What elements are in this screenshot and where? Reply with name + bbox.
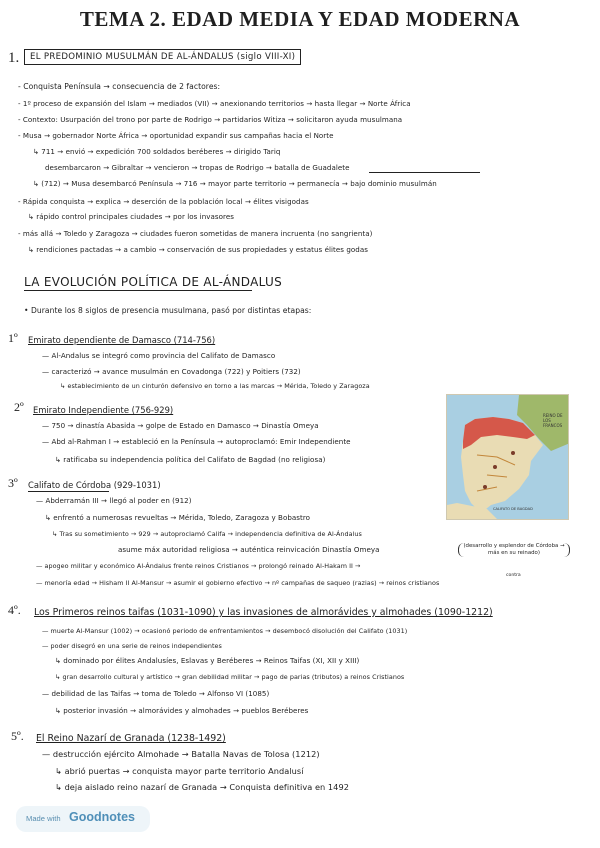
stage-number: 4º. (8, 603, 21, 617)
text-line: ↳ gran desarrollo cultural y artístico → gran debilidad militar → pago de parias (tributos) a reinos Cristianos (55, 673, 405, 681)
text-line: - Rápida conquista → explica → deserción de la población local → élites visigodas (18, 197, 309, 206)
text-line: - Contexto: Usurpación del trono por parte de Rodrigo → partidarios Witiza → solicitaron ayuda musulmana (18, 115, 403, 124)
text-line: — Abderramán III → llegó al poder en (912) (36, 496, 192, 505)
underline-decoration (28, 491, 109, 492)
text-line: asume máx autoridad religiosa → auténtica reinvicación Dinastía Omeya (118, 545, 380, 554)
text-line: ↳ ratificaba su independencia política del Califato de Bagdad (no religiosa) (55, 455, 326, 464)
badge-brand-text: Goodnotes (69, 810, 135, 824)
subheading: LA EVOLUCIÓN POLÍTICA DE AL-ÁNDALUS (24, 275, 283, 289)
text-line: ↳ establecimiento de un cinturón defensivo en torno a las marcas → Mérida, Toledo y Zaragoza (60, 382, 370, 390)
stage-heading: Califato de Córdoba (929-1031) (28, 480, 161, 490)
text-line: - más allá → Toledo y Zaragoza → ciudades fueron sometidas de manera incruenta (no sangrienta) (18, 229, 373, 238)
text-line: — apogeo militar y económico Al-Ándalus frente reinos Cristianos → prolongó reinado Al-Hakam II → (36, 562, 361, 570)
text-line: ↳ dominado por élites Andalusíes, Eslavas y Beréberes → Reinos Taifas (XI, XII y XIII) (55, 656, 360, 665)
stage-heading: Emirato Independiente (756-929) (33, 405, 174, 415)
text-line: — debilidad de las Taifas → toma de Toledo → Alfonso VI (1085) (42, 689, 270, 698)
section-number: 1. (8, 50, 20, 66)
stage-number: 1º (8, 331, 18, 345)
text-line: — menoría edad → Hisham II Al-Mansur → asumir el gobierno efectivo → nº campañas de saqueo (razias) → reinos cristianos (36, 579, 440, 587)
text-line: ↳ deja aislado reino nazarí de Granada → Conquista definitiva en 1492 (55, 782, 349, 792)
side-note: (desarrollo y esplendor de Córdoba → más en su reinado) (458, 543, 570, 557)
section-heading: EL PREDOMINIO MUSULMÁN DE AL-ÁNDALUS (siglo VIII-XI) (24, 49, 301, 65)
stage-number: 5º. (11, 729, 24, 743)
stage-heading: El Reino Nazarí de Granada (1238-1492) (36, 733, 226, 744)
text-line: ↳ posterior invasión → almorávides y almohades → pueblos Beréberes (55, 706, 309, 715)
text-line: desembarcaron → Gibraltar → vencieron → tropas de Rodrigo → batalla de Guadalete (45, 163, 350, 172)
text-line: — destrucción ejército Almohade → Batalla Navas de Tolosa (1212) (42, 749, 320, 759)
text-line: ↳ rápido control principales ciudades → por los invasores (28, 212, 234, 221)
text-line: ↳ 711 → envió → expedición 700 soldados beréberes → dirigido Tariq (33, 147, 281, 156)
stage-heading: Emirato dependiente de Damasco (714-756) (28, 335, 216, 345)
underline-decoration (24, 290, 252, 291)
text-line: — muerte Al-Mansur (1002) → ocasionó periodo de enfrentamientos → desembocó disolución del Califato (1031) (42, 627, 408, 635)
text-line: - Musa → gobernador Norte África → oportunidad expandir sus campañas hacia el Norte (18, 131, 334, 140)
iberia-map (446, 394, 569, 520)
map-city (483, 485, 487, 489)
map-label-north: REINO DE LOS FRANCOS (543, 413, 563, 428)
map-city (511, 451, 515, 455)
text-line: — Abd al-Rahman I → estableció en la Península → autoproclamó: Emir Independiente (42, 437, 351, 446)
text-line: - Conquista Península → consecuencia de 2 factores: (18, 82, 221, 91)
text-line: ↳ Tras su sometimiento → 929 → autoproclamó Califa → independencia definitiva de Al-Ándalus (52, 530, 362, 538)
text-line: — caracterizó → avance musulmán en Covadonga (722) y Poitiers (732) (42, 367, 301, 376)
intro-line: • Durante los 8 siglos de presencia musulmana, pasó por distintas etapas: (24, 306, 312, 315)
map-city (493, 465, 497, 469)
text-line: — 750 → dinastía Abasida → golpe de Estado en Damasco → Dinastía Omeya (42, 421, 319, 430)
text-line: - 1º proceso de expansión del Islam → mediados (VII) → anexionando territorios → hasta llegar → Norte África (18, 99, 411, 108)
stage-number: 3º (8, 476, 18, 490)
stage-heading: Los Primeros reinos taifas (1031-1090) y las invasiones de almorávides y almohades (1090-1212) (34, 607, 493, 618)
text-line: ↳ (712) → Musa desembarcó Península → 716 → mayor parte territorio → permanecía → bajo dominio musulmán (33, 179, 437, 188)
goodnotes-badge[interactable] (16, 806, 150, 832)
annotation-contra: contra (506, 573, 521, 578)
text-line: — poder disegró en una serie de reinos independientes (42, 642, 222, 650)
text-line: — Al-Andalus se integró como provincia del Califato de Damasco (42, 351, 276, 360)
badge-small-text: Made with (26, 814, 61, 823)
map-label-south: CALIFATO DE BAGDAD (493, 507, 533, 511)
text-line: ↳ enfrentó a numerosas revueltas → Mérida, Toledo, Zaragoza y Bobastro (45, 513, 311, 522)
text-line: ↳ abrió puertas → conquista mayor parte territorio Andalusí (55, 766, 304, 776)
underline-decoration (369, 172, 480, 173)
text-line: ↳ rendiciones pactadas → a cambio → conservación de sus propiedades y estatus élites godas (28, 245, 368, 254)
document-title: TEMA 2. EDAD MEDIA Y EDAD MODERNA (79, 7, 521, 31)
stage-number: 2º (14, 400, 24, 414)
